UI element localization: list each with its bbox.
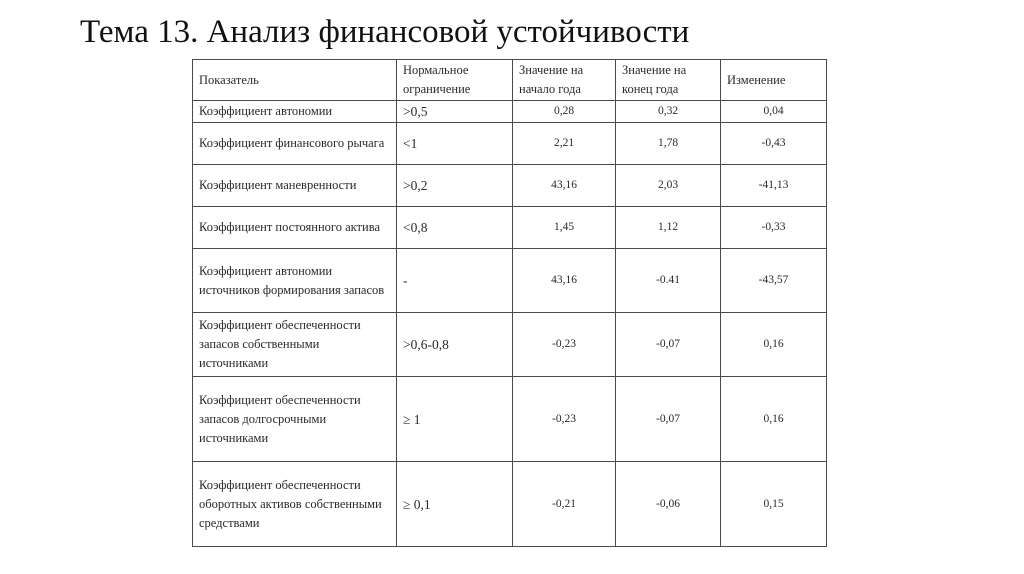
financial-stability-table	[192, 59, 827, 547]
row-change: -43,57	[721, 249, 827, 313]
page-title: Тема 13. Анализ финансовой устойчивости	[80, 14, 690, 50]
row-normal-limit: >0,2	[397, 165, 513, 207]
row-start-value: 1,45	[513, 207, 616, 249]
row-start-value: -0,23	[513, 313, 616, 377]
row-start-value: -0,21	[513, 462, 616, 547]
row-indicator-name: Коэффициент автономии	[193, 101, 397, 123]
row-start-value: -0,23	[513, 377, 616, 462]
row-change: 0,16	[721, 313, 827, 377]
table-row	[193, 165, 827, 207]
row-end-value: 0,32	[616, 101, 721, 123]
header-change: Изменение	[721, 60, 827, 101]
row-indicator-name: Коэффициент маневренности	[193, 165, 397, 207]
table-row	[193, 123, 827, 165]
row-end-value: 1,12	[616, 207, 721, 249]
header-indicator: Показатель	[193, 60, 397, 101]
row-normal-limit: <0,8	[397, 207, 513, 249]
row-change: -0,33	[721, 207, 827, 249]
row-indicator-name: Коэффициент обеспеченности запасов долгосрочными источниками	[193, 377, 397, 462]
row-normal-limit: >0,5	[397, 101, 513, 123]
header-start-value: Значение на начало года	[513, 60, 616, 101]
row-end-value: -0,06	[616, 462, 721, 547]
row-indicator-name: Коэффициент обеспеченности запасов собственными источниками	[193, 313, 397, 377]
row-normal-limit: <1	[397, 123, 513, 165]
row-change: -41,13	[721, 165, 827, 207]
row-normal-limit: ≥ 0,1	[397, 462, 513, 547]
table-row	[193, 207, 827, 249]
row-start-value: 0,28	[513, 101, 616, 123]
table-row	[193, 377, 827, 462]
row-normal-limit: -	[397, 249, 513, 313]
table-header	[193, 60, 827, 101]
header-normal-limit: Нормальное ограничение	[397, 60, 513, 101]
row-normal-limit: >0,6-0,8	[397, 313, 513, 377]
table-row	[193, 249, 827, 313]
row-indicator-name: Коэффициент постоянного актива	[193, 207, 397, 249]
row-end-value: -0.41	[616, 249, 721, 313]
row-indicator-name: Коэффициент обеспеченности оборотных активов собственными средствами	[193, 462, 397, 547]
row-normal-limit: ≥ 1	[397, 377, 513, 462]
row-indicator-name: Коэффициент финансового рычага	[193, 123, 397, 165]
table-row	[193, 101, 827, 123]
row-indicator-name: Коэффициент автономии источников формирования запасов	[193, 249, 397, 313]
row-change: 0,15	[721, 462, 827, 547]
row-start-value: 43,16	[513, 249, 616, 313]
row-end-value: -0,07	[616, 377, 721, 462]
row-end-value: 1,78	[616, 123, 721, 165]
table-body	[193, 101, 827, 547]
row-change: 0,04	[721, 101, 827, 123]
row-end-value: 2,03	[616, 165, 721, 207]
row-end-value: -0,07	[616, 313, 721, 377]
row-change: -0,43	[721, 123, 827, 165]
table-row	[193, 313, 827, 377]
row-start-value: 43,16	[513, 165, 616, 207]
header-row	[193, 60, 827, 101]
row-change: 0,16	[721, 377, 827, 462]
table-row	[193, 462, 827, 547]
financial-stability-table-container	[192, 59, 826, 547]
header-end-value: Значение на конец года	[616, 60, 721, 101]
row-start-value: 2,21	[513, 123, 616, 165]
